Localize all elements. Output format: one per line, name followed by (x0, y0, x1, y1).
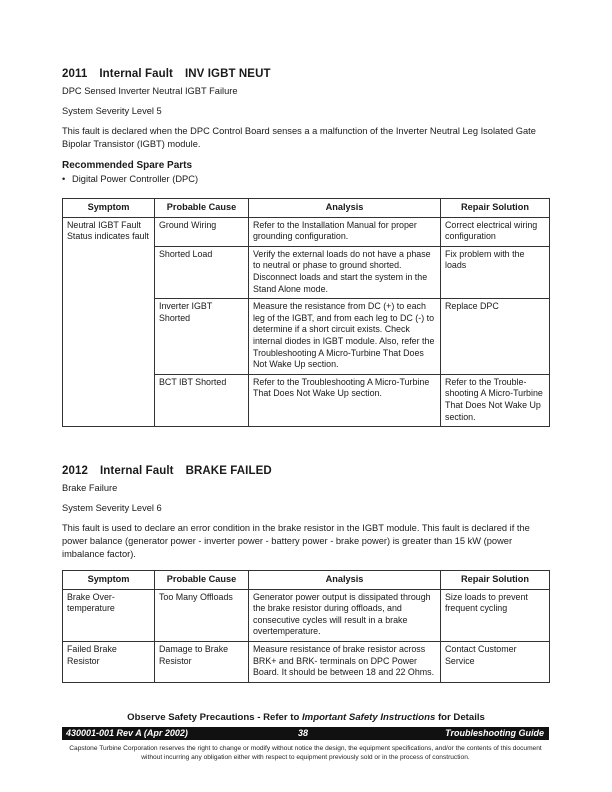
fault-name: INV IGBT NEUT (184, 68, 271, 80)
column-header: Probable Cause (155, 199, 249, 218)
solution-cell: Contact Customer Service (441, 641, 550, 682)
symptom-cell: Failed Brake Resistor (63, 641, 155, 682)
fault-heading (62, 68, 549, 80)
analysis-cell: Refer to the Troubleshooting A Micro-Turbine That Does Not Wake Up section. (249, 374, 441, 426)
table-row (63, 641, 550, 682)
table-header-row (63, 571, 550, 590)
bullet-icon: • (62, 174, 66, 184)
fault-subtitle: DPC Sensed Inverter Neutral IGBT Failure (62, 86, 238, 96)
fault-description: This fault is used to declare an error condition in the brake resistor in the IGBT module. This fault is declared if the power balance (generator power - inverter power - battery power - brake power) is greater than 15 kW (power imbalance factor). (62, 523, 530, 559)
cause-cell: BCT IBT Shorted (155, 374, 249, 426)
column-header: Repair Solution (441, 571, 550, 590)
solution-cell: Replace DPC (441, 299, 550, 375)
symptom-cell: Brake Over-temperature (63, 589, 155, 641)
solution-cell: Size loads to prevent frequent cycling (441, 589, 550, 641)
solution-cell: Correct electrical wiring configuration (441, 217, 550, 246)
cause-cell: Inverter IGBT Shorted (155, 299, 249, 375)
cause-cell: Shorted Load (155, 246, 249, 298)
column-header: Probable Cause (155, 571, 249, 590)
column-header: Symptom (63, 571, 155, 590)
spare-part-label: Digital Power Controller (DPC) (72, 174, 199, 184)
fault-title: Internal Fault (99, 68, 173, 80)
table-row (63, 217, 550, 246)
analysis-cell: Refer to the Installation Manual for proper grounding configuration. (249, 217, 441, 246)
column-header: Analysis (249, 571, 441, 590)
fault-section-2012 (62, 465, 549, 683)
page-number: 38 (298, 728, 309, 738)
solution-cell: Refer to the Trouble-shooting A Micro-Turbine That Does Not Wake Up section. (441, 374, 550, 426)
analysis-cell: Measure the resistance from DC (+) to each leg of the IGBT, and from each leg to DC (-) to determine if a short circuit exists. Check internal diodes in IGBT module. Also, refer the Troubleshooting A Micro-Turbine That Does Not Wake Up section. (249, 299, 441, 375)
solution-cell: Fix problem with the loads (441, 246, 550, 298)
cause-cell: Damage to Brake Resistor (155, 641, 249, 682)
footer-bar (62, 727, 549, 740)
legal-disclaimer: Capstone Turbine Corporation reserves the right to change or modify without notice the design, the equipment specifications, and/or the contents of this document without incurring any obligation either with respect to equipment previously sold or in the process of construction. (69, 745, 542, 761)
table-row (63, 589, 550, 641)
fault-section-2011 (62, 68, 549, 427)
severity-level: System Severity Level 6 (62, 503, 162, 513)
fault-subtitle: Brake Failure (62, 483, 118, 493)
column-header: Symptom (63, 199, 155, 218)
spare-parts-item (62, 174, 549, 184)
analysis-cell: Measure resistance of brake resistor across BRK+ and BRK- terminals on DPC Power Board. It should be between 18 and 22 Ohms. (249, 641, 441, 682)
column-header: Analysis (249, 199, 441, 218)
cause-cell: Too Many Offloads (155, 589, 249, 641)
safety-note-link-text: Important Safety Instructions (302, 712, 436, 723)
fault-name: BRAKE FAILED (185, 465, 272, 477)
troubleshooting-table (62, 570, 550, 683)
fault-code: 2012 (62, 465, 88, 477)
guide-title: Troubleshooting Guide (445, 728, 544, 738)
analysis-cell: Verify the external loads do not have a phase to neutral or phase to ground shorted. Disconnect loads and start the system in the Stand Alone mode. (249, 246, 441, 298)
analysis-cell: Generator power output is dissipated through the brake resistor during offloads, and consecutive cycles will result in a brake overtemperature. (249, 589, 441, 641)
fault-title: Internal Fault (99, 465, 174, 477)
safety-note-suffix: for Details (435, 712, 485, 723)
severity-level: System Severity Level 5 (62, 106, 162, 116)
spare-parts-heading: Recommended Spare Parts (62, 160, 193, 171)
document-id: 430001-001 Rev A (Apr 2002) (66, 728, 188, 738)
cause-cell: Ground Wiring (155, 217, 249, 246)
column-header: Repair Solution (441, 199, 550, 218)
safety-note-prefix: Observe Safety Precautions - Refer to (127, 712, 303, 723)
symptom-cell: Neutral IGBT Fault Status indicates fault (63, 217, 155, 427)
fault-heading (62, 465, 549, 477)
table-header-row (63, 199, 550, 218)
troubleshooting-table (62, 198, 550, 427)
safety-note (0, 712, 612, 723)
fault-code: 2011 (62, 68, 88, 80)
fault-description: This fault is declared when the DPC Control Board senses a a malfunction of the Inverter Neutral Leg Isolated Gate Bipolar Transistor (IGBT) module. (62, 126, 536, 149)
